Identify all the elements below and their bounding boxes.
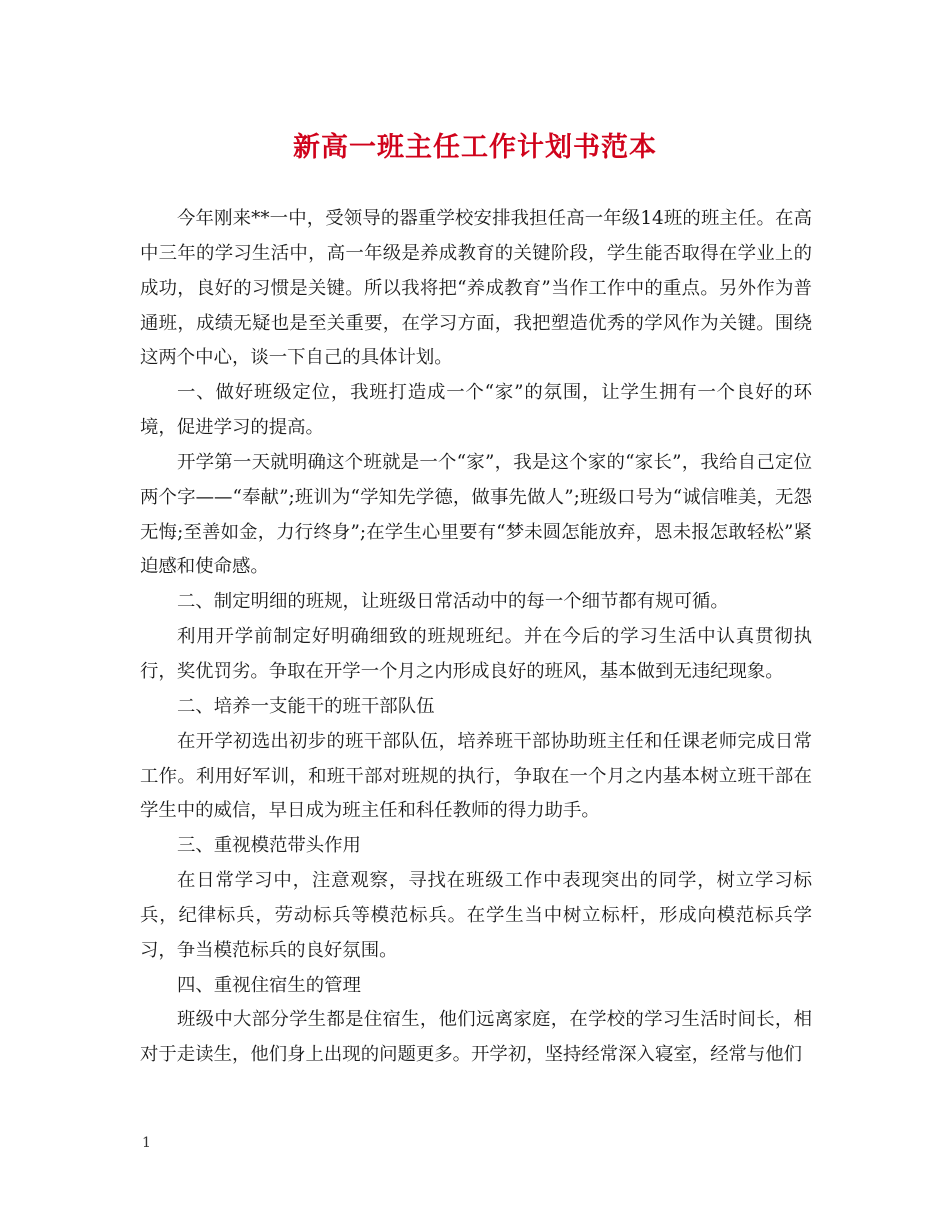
document-title: 新高一班主任工作计划书范本 [293,132,657,163]
paragraph-boarding-students: 班级中大部分学生都是住宿生，他们远离家庭，在学校的学习生活时间长，相对于走读生，他们身上出现的问题更多。开学初，坚持经常深入寝室，经常与他们 [140,1009,812,1066]
paragraph-class-rules: 利用开学前制定好明确细致的班规班纪。并在今后的学习生活中认真贯彻执行，奖优罚劣。争取在开学一个月之内形成良好的班风，基本做到无违纪现象。 [140,626,812,682]
paragraph-heading-4: 三、重视模范带头作用 [177,835,361,857]
paragraph-intro: 今年刚来**一中，受领导的器重学校安排我担任高一年级14班的班主任。在高中三年的学习生活中，高一年级是养成教育的关键阶段，学生能否取得在学业上的成功，良好的习惯是关键。所以我将把“养成教育”当作工作中的重点。另外作为普通班，成绩无疑也是至关重要，在学习方面，我把塑造优秀的学风作为关键。围绕这两个中心，谈一下自己的具体计划。 [140,208,812,369]
paragraph-heading-5: 四、重视住宿生的管理 [177,974,361,996]
paragraph-role-models: 在日常学习中，注意观察，寻找在班级工作中表现突出的同学，树立学习标兵，纪律标兵，劳动标兵等模范标兵。在学生当中树立标杆，形成向模范标兵学习，争当模范标兵的良好氛围。 [140,870,812,961]
document-body [140,202,812,1073]
paragraph-heading-2: 二、制定明细的班规，让班级日常活动中的每一个细节都有规可循。 [177,591,729,613]
page-number: 1 [142,1135,151,1151]
paragraph-heading-1: 一、做好班级定位，我班打造成一个“家”的氛围，让学生拥有一个良好的环境，促进学习的提高。 [140,382,812,439]
paragraph-heading-3: 二、培养一支能干的班干部队伍 [177,695,435,717]
paragraph-class-cadres: 在开学初选出初步的班干部队伍，培养班干部协助班主任和任课老师完成日常工作。利用好军训，和班干部对班规的执行，争取在一个月之内基本树立班干部在学生中的威信，早日成为班主任和科任教师的得力助手。 [140,730,812,822]
paragraph-class-positioning: 开学第一天就明确这个班就是一个“家”，我是这个家的“家长”，我给自己定位两个字——“奉献”;班训为“学知先学德，做事先做人”;班级口号为“诚信唯美，无怨无悔;至善如金，力行终身”;在学生心里要有“梦未圆怎能放弃，恩未报怎敢轻松”紧迫感和使命感。 [140,451,812,578]
